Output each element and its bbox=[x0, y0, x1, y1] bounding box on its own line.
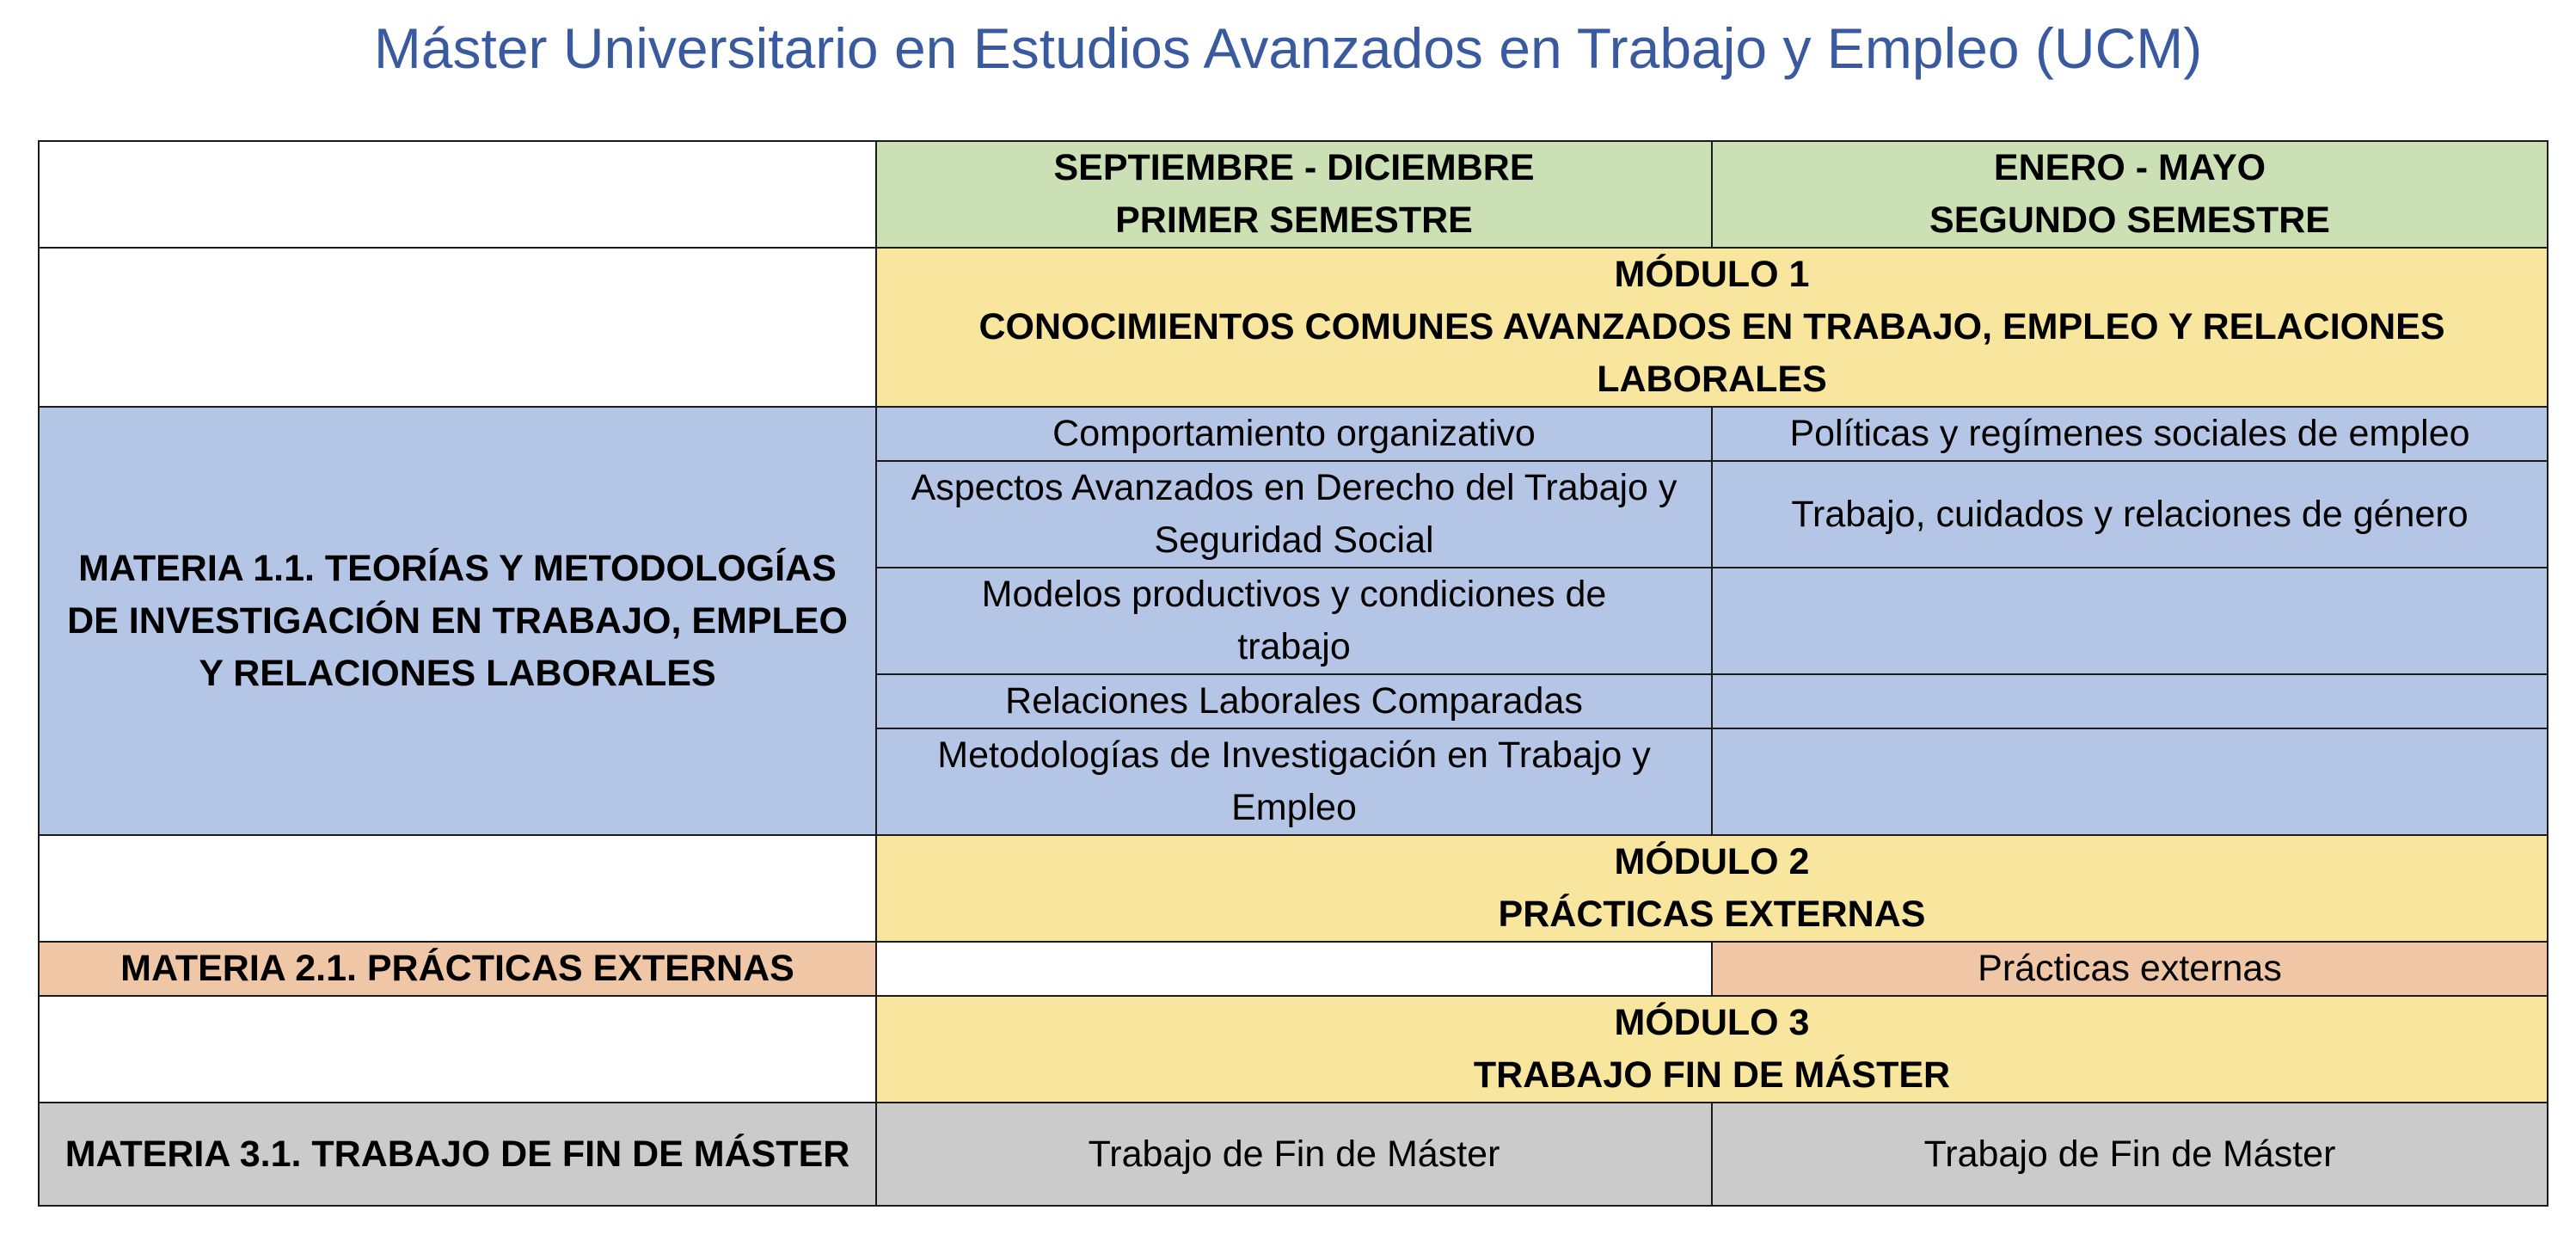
module-2-header bbox=[876, 835, 2548, 942]
course-cell: Modelos productivos y condiciones de trabajo bbox=[876, 568, 1712, 674]
table-row bbox=[39, 407, 2548, 461]
semester-1-header bbox=[876, 141, 1712, 248]
study-plan-table bbox=[38, 140, 2548, 1207]
course-cell: Relaciones Laborales Comparadas bbox=[876, 674, 1712, 728]
empty-cell bbox=[39, 835, 876, 942]
semester-1-label: PRIMER SEMESTRE bbox=[1115, 200, 1473, 241]
module-1-label: MÓDULO 1 bbox=[1614, 254, 1810, 295]
course-cell: Políticas y regímenes sociales de empleo bbox=[1712, 407, 2548, 461]
course-cell: Metodologías de Investigación en Trabajo y Empleo bbox=[876, 728, 1712, 835]
module-1-title: CONOCIMIENTOS COMUNES AVANZADOS EN TRABAJO, EMPLEO Y RELACIONES LABORALES bbox=[978, 306, 2445, 400]
module-3-header bbox=[876, 996, 2548, 1103]
page-title: Máster Universitario en Estudios Avanzados en Trabajo y Empleo (UCM) bbox=[373, 16, 2203, 80]
course-cell: Trabajo de Fin de Máster bbox=[1712, 1103, 2548, 1206]
semester-2-months: ENERO - MAYO bbox=[1993, 147, 2266, 188]
module-2-title: PRÁCTICAS EXTERNAS bbox=[1498, 894, 1926, 935]
semester-header-row bbox=[39, 141, 2548, 248]
semester-2-header bbox=[1712, 141, 2548, 248]
module-3-row bbox=[39, 996, 2548, 1103]
course-cell bbox=[1712, 728, 2548, 835]
semester-2-label: SEGUNDO SEMESTRE bbox=[1929, 200, 2330, 241]
course-cell bbox=[1712, 568, 2548, 674]
course-cell: Aspectos Avanzados en Derecho del Trabajo y Seguridad Social bbox=[876, 461, 1712, 568]
materia-2-1-row bbox=[39, 942, 2548, 996]
module-2-row bbox=[39, 835, 2548, 942]
module-3-title: TRABAJO FIN DE MÁSTER bbox=[1473, 1054, 1951, 1096]
semester-1-months: SEPTIEMBRE - DICIEMBRE bbox=[1053, 147, 1535, 188]
module-2-label: MÓDULO 2 bbox=[1614, 841, 1810, 882]
module-1-header bbox=[876, 248, 2548, 407]
empty-cell bbox=[39, 996, 876, 1103]
course-cell: Trabajo de Fin de Máster bbox=[876, 1103, 1712, 1206]
module-3-label: MÓDULO 3 bbox=[1614, 1002, 1810, 1043]
course-cell bbox=[1712, 674, 2548, 728]
course-cell: Comportamiento organizativo bbox=[876, 407, 1712, 461]
empty-cell bbox=[39, 248, 876, 407]
course-cell: Trabajo, cuidados y relaciones de género bbox=[1712, 461, 2548, 568]
materia-2-1-cell: MATERIA 2.1. PRÁCTICAS EXTERNAS bbox=[39, 942, 876, 996]
course-cell bbox=[876, 942, 1712, 996]
materia-1-1-cell: MATERIA 1.1. TEORÍAS Y METODOLOGÍAS DE INVESTIGACIÓN EN TRABAJO, EMPLEO Y RELACIONES LABORALES bbox=[39, 407, 876, 835]
module-1-row bbox=[39, 248, 2548, 407]
course-cell: Prácticas externas bbox=[1712, 942, 2548, 996]
materia-3-1-cell: MATERIA 3.1. TRABAJO DE FIN DE MÁSTER bbox=[39, 1103, 876, 1206]
empty-header-cell bbox=[39, 141, 876, 248]
materia-3-1-row bbox=[39, 1103, 2548, 1206]
